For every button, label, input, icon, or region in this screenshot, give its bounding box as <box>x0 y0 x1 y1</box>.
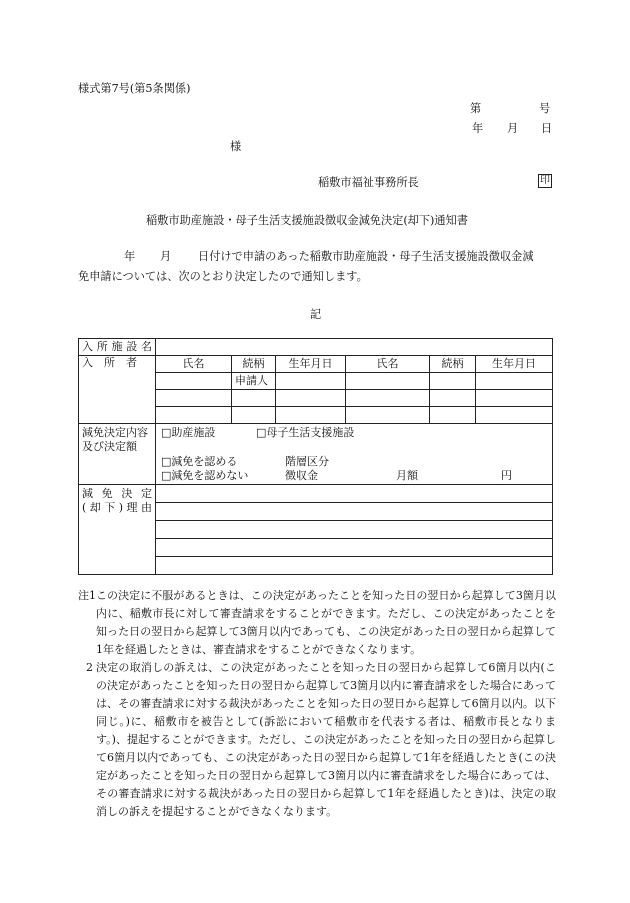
decision-content <box>156 424 553 485</box>
reason-line <box>156 521 553 539</box>
note-1-text: この決定に不服があるときは、この決定があったことを知った日の翌日から起算して3箇月以内に、稲敷市長に対して審査請求をすることができます。ただし、この決定があったことを知った日の翌日から起算して3箇月以内であっても、この決定があった日の翌日から起算して1年を経過したときは、審査請求をすることができなくなります。 <box>96 589 556 656</box>
yen-label: 円 <box>501 469 512 482</box>
ki-heading: 記 <box>310 308 322 321</box>
class-label: 階層区分 <box>285 455 329 468</box>
header-birthdate-1: 生年月日 <box>276 356 346 373</box>
form-number: 様式第7号(第5条関係) <box>78 82 191 95</box>
reason-line <box>156 557 553 575</box>
resident-cell <box>156 373 232 390</box>
option-deny: □減免を認めない <box>161 469 249 482</box>
note-1-number: 注1 <box>78 589 96 602</box>
header-relation-2: 続柄 <box>430 356 476 373</box>
option-boshi: □母子生活支援施設 <box>256 426 355 439</box>
decision-label <box>79 424 156 485</box>
addressee-suffix: 様 <box>230 140 242 153</box>
seal-mark: 印 <box>540 175 550 186</box>
resident-cell <box>346 373 430 390</box>
note-2 <box>78 659 556 821</box>
issuer-name: 稲敷市福祉事務所長 <box>318 176 419 189</box>
reason-label-line-2: (却下)理由 <box>82 501 152 514</box>
fee-label: 徴収金 <box>285 469 318 482</box>
date-year: 年 <box>472 122 484 135</box>
body-line-1: 日付けで申請のあった稲敷市助産施設・母子生活支援施設徴収金減 <box>198 250 534 263</box>
document-number-prefix: 第 <box>470 102 482 115</box>
header-name-1: 氏名 <box>156 356 232 373</box>
reason-line <box>156 539 553 557</box>
body-date-year: 年 <box>124 250 136 263</box>
option-approve: □減免を認める <box>161 455 238 468</box>
facility-value <box>156 339 553 356</box>
note-2-number: 2 <box>86 661 93 674</box>
resident-cell <box>476 373 553 390</box>
monthly-label: 月額 <box>396 469 418 482</box>
date-month: 月 <box>507 122 519 135</box>
applicant-label: 申請人 <box>232 373 276 390</box>
resident-cell <box>276 373 346 390</box>
option-josan: □助産施設 <box>161 426 216 439</box>
notice-table <box>78 338 553 575</box>
document-title: 稲敷市助産施設・母子生活支援施設徴収金減免決定(却下)通知書 <box>146 214 468 227</box>
header-birthdate-2: 生年月日 <box>476 356 553 373</box>
reason-label-line-1: 減免決定 <box>82 487 152 500</box>
decision-label-line-1: 減免決定内容 <box>82 426 148 439</box>
resident-label: 入 所 者 <box>79 356 156 424</box>
resident-cell <box>430 373 476 390</box>
facility-label: 入所施設名 <box>79 339 156 356</box>
reason-line <box>156 503 553 521</box>
body-date-month: 月 <box>160 250 172 263</box>
document-number-suffix: 号 <box>539 102 551 115</box>
date-day: 日 <box>541 122 553 135</box>
decision-label-line-2: 及び決定額 <box>82 440 137 453</box>
notes-section <box>78 587 556 821</box>
reason-line <box>156 485 553 503</box>
header-name-2: 氏名 <box>346 356 430 373</box>
body-line-2: 免申請については、次のとおり決定したので通知します。 <box>78 270 368 283</box>
note-2-text: 決定の取消しの訴えは、この決定があったことを知った日の翌日から起算して6箇月以内(この決定があったことを知った日の翌日から起算して3箇月以内に審査請求をした場合にあっては、その審査請求に対する裁決があったことを知った日の翌日から起算して6箇月以内。以下同じ。)に、稲敷市を被告として(訴訟において稲敷市を代表する者は、稲敷市長となります。)、提起することができます。ただし、この決定があったことを知った日の翌日から起算して6箇月以内であっても、この決定があった日の翌日から起算して1年を経過したとき(この決定があったことを知った日の翌日から起算して3箇月以内に審査請求をした場合にあっては、その審査請求に対する裁決があった日の翌日から起算して1年を経過したとき)は、決定の取消しの訴えを提起することができなくなります。 <box>96 661 556 818</box>
note-1 <box>78 587 556 659</box>
header-relation-1: 続柄 <box>232 356 276 373</box>
reason-label <box>79 485 156 575</box>
